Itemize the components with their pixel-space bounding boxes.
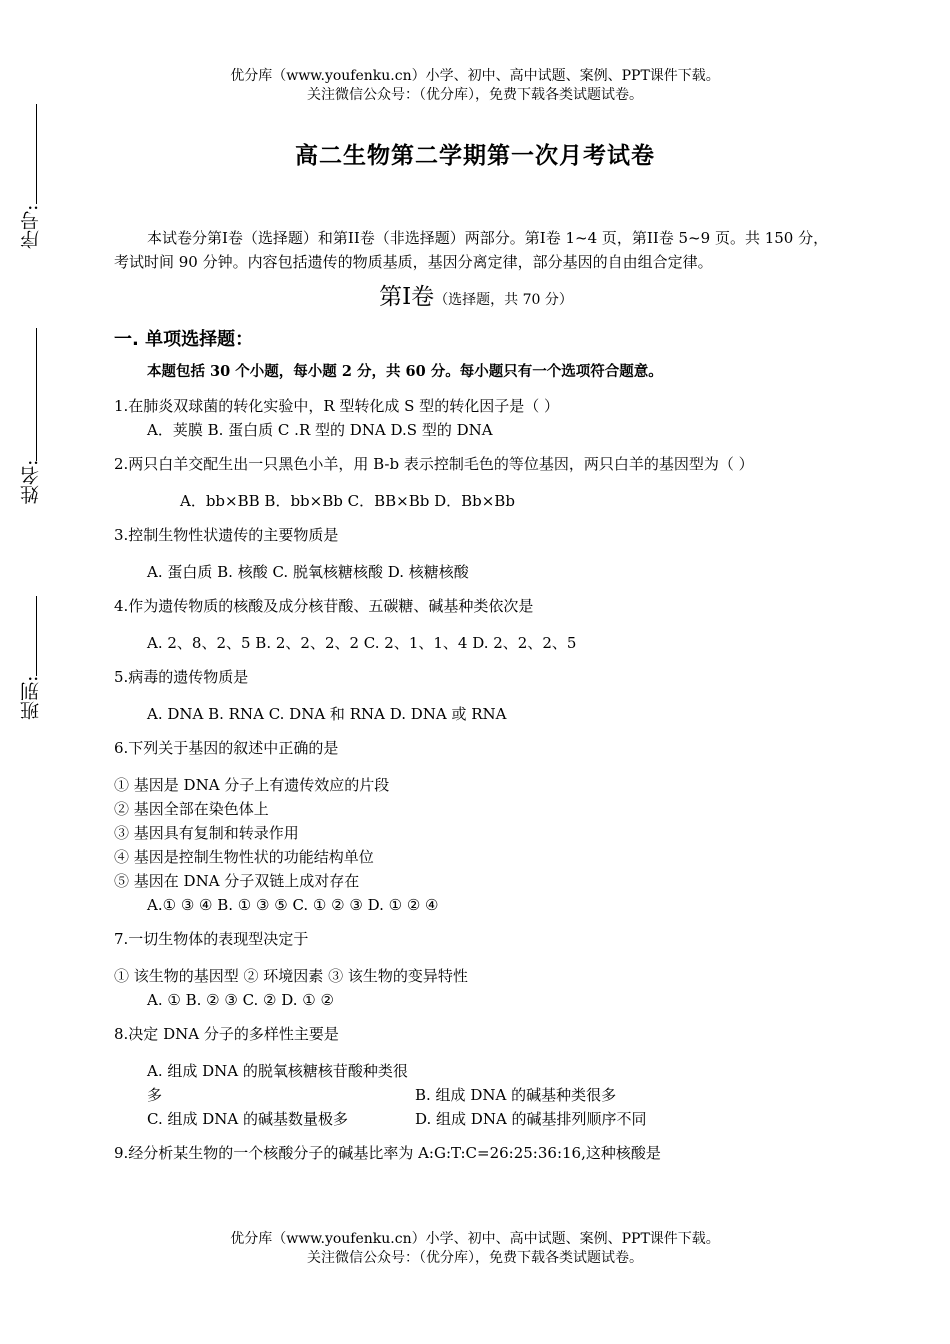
part-one-desc: （选择题，共 70 分） bbox=[434, 292, 573, 308]
question-options: A．bb×BB B．bb×Bb C．BB×Bb D．Bb×Bb bbox=[180, 492, 515, 510]
section-note: 本题包括 30 个小题，每小题 2 分，共 60 分。每小题只有一个选项符合题意。 bbox=[147, 363, 663, 380]
question-stem: 9.经分析某生物的一个核酸分子的碱基比率为 A:G:T:C=26:25:36:16,这种核酸是 bbox=[114, 1144, 661, 1162]
statement-item: ① 该生物的基因型 ② 环境因素 ③ 该生物的变异特性 bbox=[114, 967, 468, 985]
question-stem: 8.决定 DNA 分子的多样性主要是 bbox=[114, 1025, 339, 1043]
question-options-row-2 bbox=[114, 1107, 838, 1131]
question-statements bbox=[114, 773, 838, 893]
question-8 bbox=[114, 1022, 838, 1131]
student-name-line bbox=[36, 328, 37, 461]
question-2 bbox=[114, 452, 838, 513]
question-stem: 7.一切生物体的表现型决定于 bbox=[114, 930, 309, 948]
question-stem: 2.两只白羊交配生出一只黑色小羊，用 B-b 表示控制毛色的等位基因，两只白羊的基因型为（ ） bbox=[114, 455, 754, 473]
question-options: A. 2、8、2、5 B. 2、2、2、2 C. 2、1、1、4 D. 2、2、2、5 bbox=[147, 634, 577, 652]
question-options: A.① ③ ④ B. ① ③ ⑤ C. ① ② ③ D. ① ② ④ bbox=[147, 896, 439, 914]
header-line-2: 关注微信公众号：（优分库），免费下载各类试题试卷。 bbox=[307, 87, 643, 103]
option-d: D. 组成 DNA 的碱基排列顺序不同 bbox=[415, 1110, 647, 1128]
page-footer bbox=[0, 1230, 950, 1268]
question-options: A．荚膜 B. 蛋白质 C .R 型的 DNA D.S 型的 DNA bbox=[147, 421, 493, 439]
header-line-1: 优分库（www.youfenku.cn）小学、初中、高中试题、案例、PPT课件下载。 bbox=[230, 68, 720, 84]
statement-item: ② 基因全部在染色体上 bbox=[114, 800, 269, 818]
question-options: A. ① B. ② ③ C. ② D. ① ② bbox=[147, 991, 334, 1009]
question-5 bbox=[114, 665, 838, 726]
part-one-title bbox=[114, 280, 838, 314]
question-stem: 3.控制生物性状遗传的主要物质是 bbox=[114, 526, 339, 544]
question-4 bbox=[114, 594, 838, 655]
option-c: C. 组成 DNA 的碱基数量极多 bbox=[147, 1110, 348, 1128]
option-a: A. 组成 DNA 的脱氧核糖核苷酸种类很多 bbox=[147, 1062, 408, 1104]
class-label: 班别: bbox=[20, 676, 42, 721]
exam-content bbox=[114, 226, 838, 1165]
statement-item: ③ 基因具有复制和转录作用 bbox=[114, 824, 299, 842]
part-one-name: 第I卷 bbox=[379, 284, 435, 310]
statement-item: ⑤ 基因在 DNA 分子双链上成对存在 bbox=[114, 872, 360, 890]
statement-item: ④ 基因是控制生物性状的功能结构单位 bbox=[114, 848, 374, 866]
question-6 bbox=[114, 736, 838, 917]
question-options-row-1 bbox=[114, 1059, 838, 1107]
question-stem: 4.作为遗传物质的核酸及成分核苷酸、五碳糖、碱基种类依次是 bbox=[114, 597, 534, 615]
question-1 bbox=[114, 394, 838, 442]
exam-intro: 本试卷分第I卷（选择题）和第II卷（非选择题）两部分。第I卷 1~4 页，第II卷 5~9 页。共 150 分，考试时间 90 分钟。内容包括遗传的物质基质，基因分离定律，部分基因的自由组合定律。 bbox=[114, 229, 829, 271]
question-9 bbox=[114, 1141, 838, 1165]
footer-line-2: 关注微信公众号：（优分库），免费下载各类试题试卷。 bbox=[307, 1250, 643, 1266]
class-line bbox=[36, 596, 37, 676]
student-name-label: 姓名: bbox=[20, 460, 42, 505]
seat-number-label: 序号: bbox=[20, 205, 42, 250]
question-options: A. 蛋白质 B. 核酸 C. 脱氧核糖核酸 D. 核糖核酸 bbox=[147, 563, 469, 581]
exam-title: 高二生物第二学期第一次月考试卷 bbox=[295, 142, 655, 169]
question-stem: 5.病毒的遗传物质是 bbox=[114, 668, 249, 686]
question-stem: 1.在肺炎双球菌的转化实验中，R 型转化成 S 型的转化因子是（ ） bbox=[114, 397, 559, 415]
section-title: 一. 单项选择题： bbox=[114, 329, 254, 350]
question-options: A. DNA B. RNA C. DNA 和 RNA D. DNA 或 RNA bbox=[147, 705, 507, 723]
question-7 bbox=[114, 927, 838, 1012]
option-b: B. 组成 DNA 的碱基种类很多 bbox=[415, 1086, 617, 1104]
question-stem: 6.下列关于基因的叙述中正确的是 bbox=[114, 739, 339, 757]
footer-line-1: 优分库（www.youfenku.cn）小学、初中、高中试题、案例、PPT课件下载。 bbox=[230, 1231, 720, 1247]
question-3 bbox=[114, 523, 838, 584]
statement-item: ① 基因是 DNA 分子上有遗传效应的片段 bbox=[114, 776, 390, 794]
page-header bbox=[0, 67, 950, 105]
